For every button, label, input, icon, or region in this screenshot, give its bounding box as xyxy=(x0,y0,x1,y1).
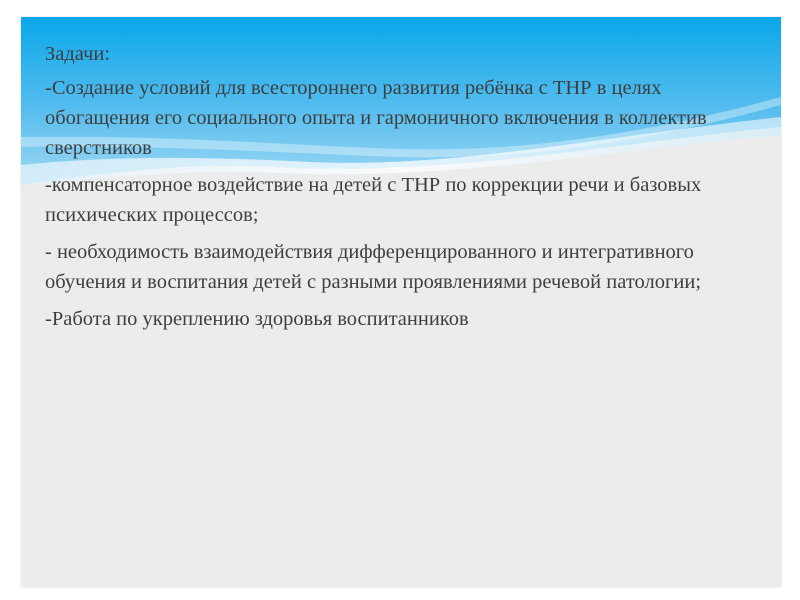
tasks-heading: Задачи: xyxy=(45,43,111,65)
task-item: - необходимость взаимодействия дифференцированного и интегративного обучения и воспитания детей с разными проявлениями речевой патологии; xyxy=(45,241,702,293)
task-item: -Создание условий для всестороннего развития ребёнка с ТНР в целях обогащения его социального опыта и гармоничного включения в коллектив сверстников xyxy=(45,77,707,159)
task-item: -Работа по укреплению здоровья воспитанников xyxy=(45,308,469,330)
task-item: -компенсаторное воздействие на детей с ТНР по коррекции речи и базовых психических процессов; xyxy=(45,174,702,226)
slide-body-text xyxy=(45,39,745,341)
presentation-slide xyxy=(21,17,781,587)
